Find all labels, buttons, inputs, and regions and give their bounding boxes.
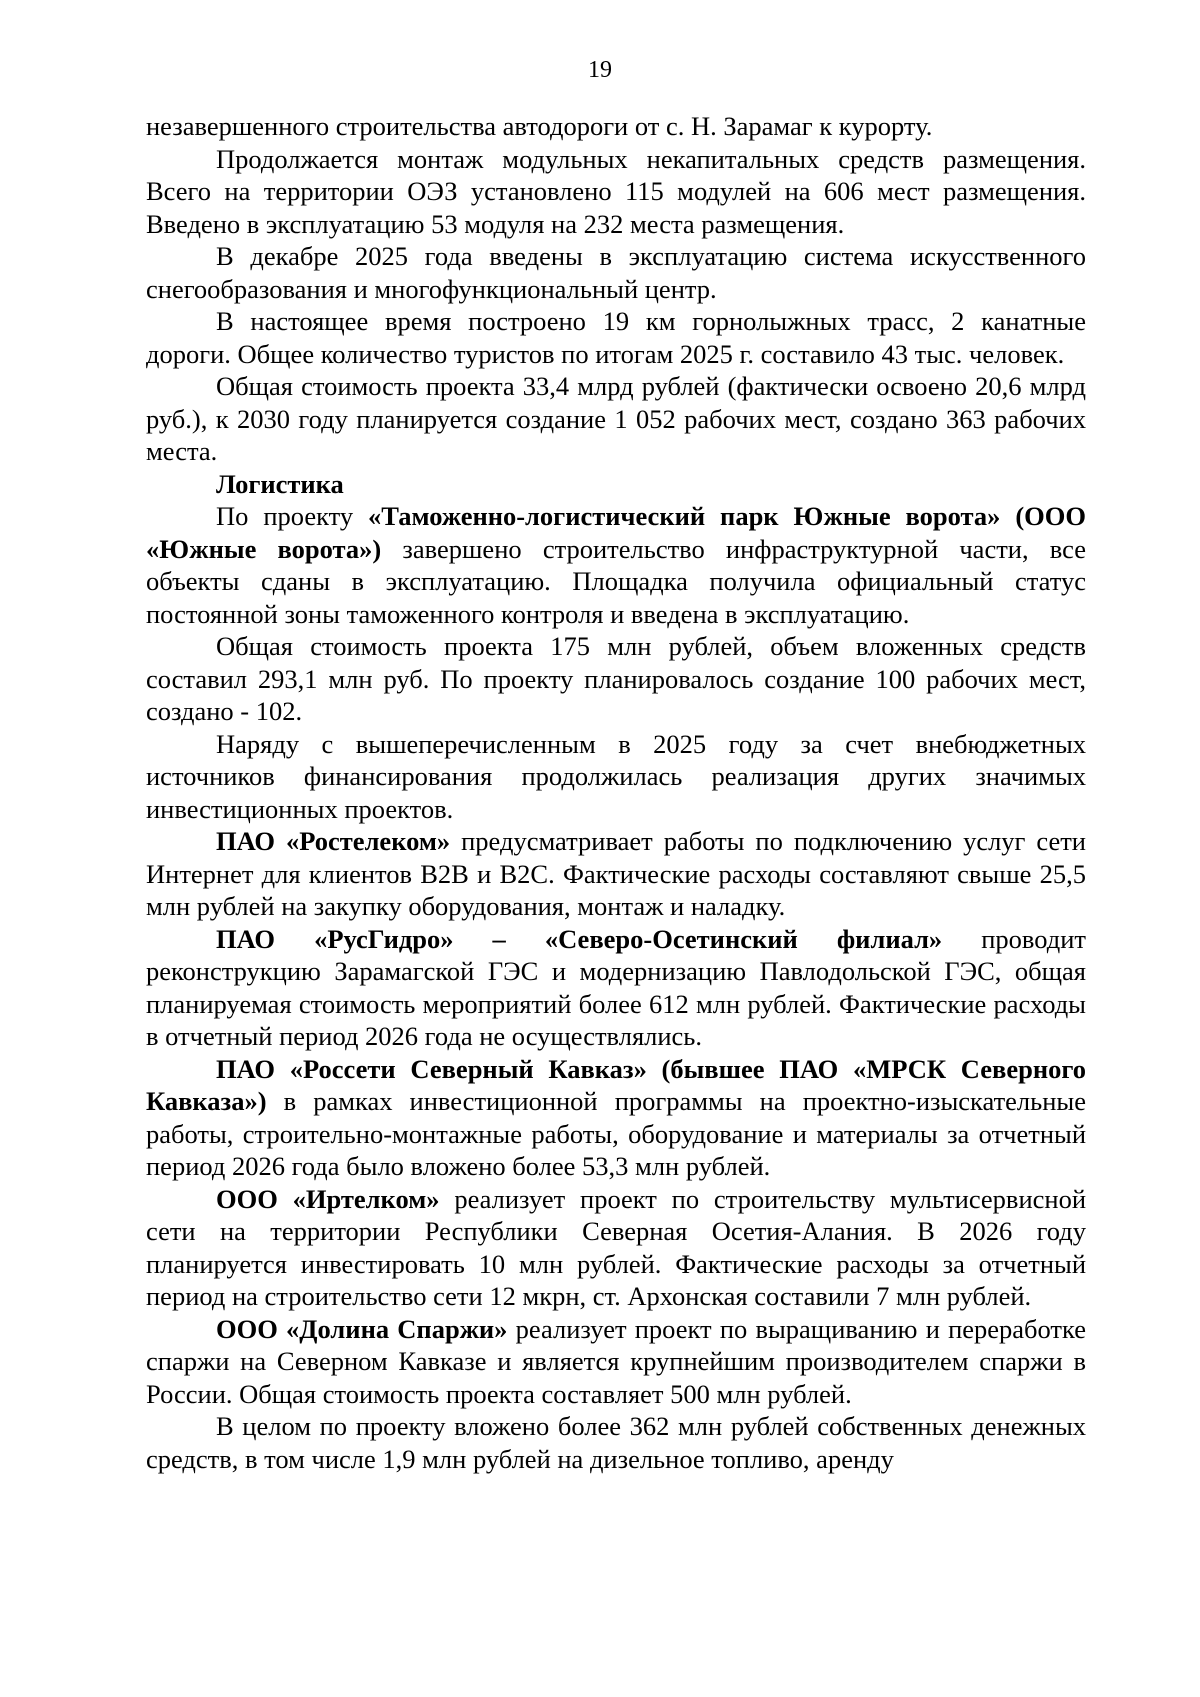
paragraph: В целом по проекту вложено более 362 млн рублей собственных денежных средств, в том числе 1,9 млн рублей на дизельное топливо, аренду	[146, 1411, 1086, 1474]
paragraph	[146, 500, 1086, 630]
paragraph: В декабре 2025 года введены в эксплуатацию система искусственного снегообразования и многофункциональный центр.	[146, 241, 1086, 304]
paragraph	[146, 923, 1086, 1053]
company-name: ПАО «Ростелеком»	[216, 826, 451, 856]
paragraph	[146, 825, 1086, 923]
paragraph-text: завершено строительство инфраструктурной части, все объекты сданы в эксплуатацию. Площадка получила официальный статус постоянной зоны таможенного контроля и введена в эксплуатацию.	[146, 533, 1086, 629]
document-body	[146, 110, 1086, 1475]
paragraph: незавершенного строительства автодороги от с. Н. Зарамаг к курорту.	[146, 111, 933, 141]
paragraph-text: предусматривает работы по подключению услуг сети Интернет для клиентов B2B и B2C. Фактические расходы составляют свыше 25,5 млн рублей на закупку оборудования, монтаж и наладку.	[146, 826, 1086, 921]
company-name: ООО «Долина Спаржи»	[216, 1313, 508, 1344]
paragraph: Общая стоимость проекта 175 млн рублей, объем вложенных средств составил 293,1 млн руб. По проекту планировалось создание 100 рабочих мест, создано - 102.	[146, 631, 1086, 726]
paragraph: Продолжается монтаж модульных некапитальных средств размещения. Всего на территории ОЭЗ установлено 115 модулей на 606 мест размещения. Введено в эксплуатацию 53 модуля на 232 места размещения.	[146, 143, 1086, 239]
company-name: ООО «Иртелком»	[216, 1183, 440, 1214]
paragraph-text: реализует проект по строительству мультисервисной сети на территории Республики Северная Осетия-Алания. В 2026 году планируется инвестировать 10 млн рублей. Фактические расходы за отчетный период на строительство сети 12 мкрн, ст. Архонская составили 7 млн рублей.	[146, 1183, 1087, 1311]
paragraph	[146, 1313, 1086, 1411]
paragraph: Общая стоимость проекта 33,4 млрд рублей (фактически освоено 20,6 млрд руб.), к 2030 году планируется создание 1 052 рабочих мест, создано 363 рабочих места.	[146, 371, 1086, 466]
paragraph: Наряду с вышеперечисленным в 2025 году за счет внебюджетных источников финансирования продолжилась реализация других значимых инвестиционных проектов.	[146, 728, 1086, 824]
page-number: 19	[588, 57, 612, 83]
paragraph-text: проводит реконструкцию Зарамагской ГЭС и модернизацию Павлодольской ГЭС, общая планируемая стоимость мероприятий более 612 млн рублей. Фактические расходы в отчетный период 2026 года не осуществлялись.	[146, 923, 1086, 1051]
paragraph-text: реализует проект по выращиванию и переработке спаржи на Северном Кавказе и является крупнейшим производителем спаржи в России. Общая стоимость проекта составляет 500 млн рублей.	[146, 1313, 1086, 1409]
company-name: ПАО «Россети Северный Кавказ» (бывшее ПАО «МРСК Северного Кавказа»)	[146, 1053, 1086, 1116]
paragraph-text: в рамках инвестиционной программы на проектно-изыскательные работы, строительно-монтажные работы, оборудование и материалы за отчетный период 2026 года было вложено более 53,3 млн рублей.	[146, 1086, 1086, 1181]
project-name: «Таможенно-логистический парк Южные ворота» (ООО «Южные ворота»)	[146, 501, 1086, 564]
company-name: ПАО «РусГидро» – «Северо-Осетинский филиал»	[216, 923, 943, 954]
paragraph	[146, 1183, 1086, 1313]
paragraph	[146, 1053, 1086, 1183]
paragraph-text: По проекту	[216, 501, 369, 531]
section-heading-logistics: Логистика	[216, 468, 344, 499]
paragraph: В настоящее время построено 19 км горнолыжных трасс, 2 канатные дороги. Общее количество туристов по итогам 2025 г. составило 43 тыс. человек.	[146, 306, 1086, 369]
